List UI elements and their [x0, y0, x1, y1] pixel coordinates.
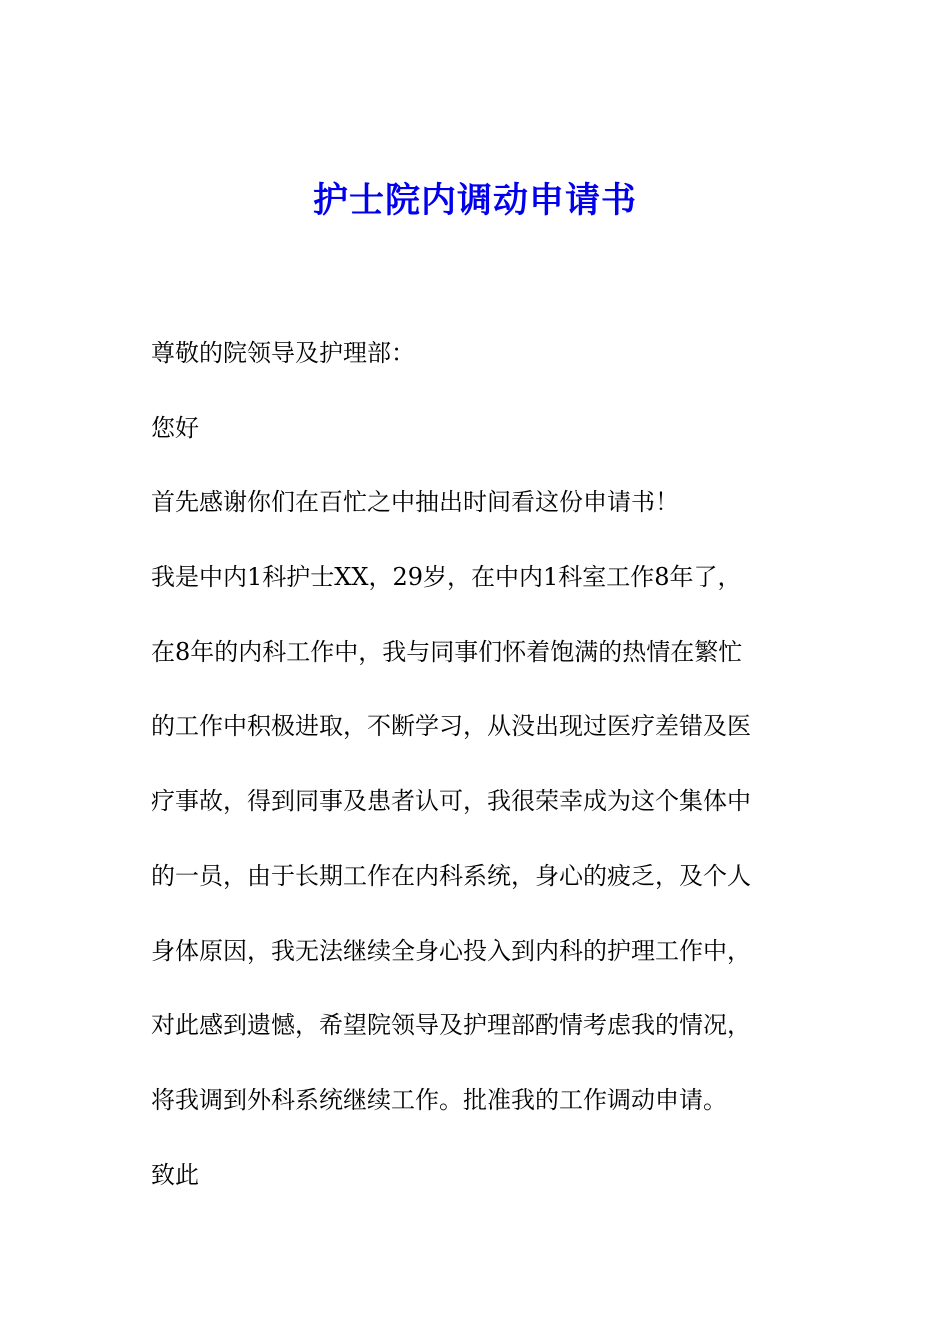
body-line: 首先感谢你们在百忙之中抽出时间看这份申请书！ [151, 488, 679, 517]
body-line: 将我调到外科系统继续工作。批准我的工作调动申请。 [151, 1085, 727, 1114]
body-line: 疗事故，得到同事及患者认可，我很荣幸成为这个集体中 [151, 787, 751, 816]
closing-line: 致此 [151, 1160, 199, 1189]
body-line: 的工作中积极进取，不断学习，从没出现过医疗差错及医 [151, 712, 751, 741]
salutation-line: 尊敬的院领导及护理部： [151, 339, 415, 367]
document-body [151, 333, 801, 1229]
body-line: 对此感到遗憾，希望院领导及护理部酌情考虑我的情况， [151, 1011, 751, 1040]
body-line: 身体原因，我无法继续全身心投入到内科的护理工作中， [151, 936, 751, 965]
document-title: 护士院内调动申请书 [312, 180, 637, 221]
body-line: 在8年的内科工作中，我与同事们怀着饱满的热情在繁忙 [151, 637, 743, 666]
body-line: 我是中内1科护士XX，29岁，在中内1科室工作8年了， [151, 563, 742, 592]
body-line: 的一员，由于长期工作在内科系统，身心的疲乏，及个人 [151, 861, 751, 890]
greeting-line: 您好 [151, 413, 199, 442]
